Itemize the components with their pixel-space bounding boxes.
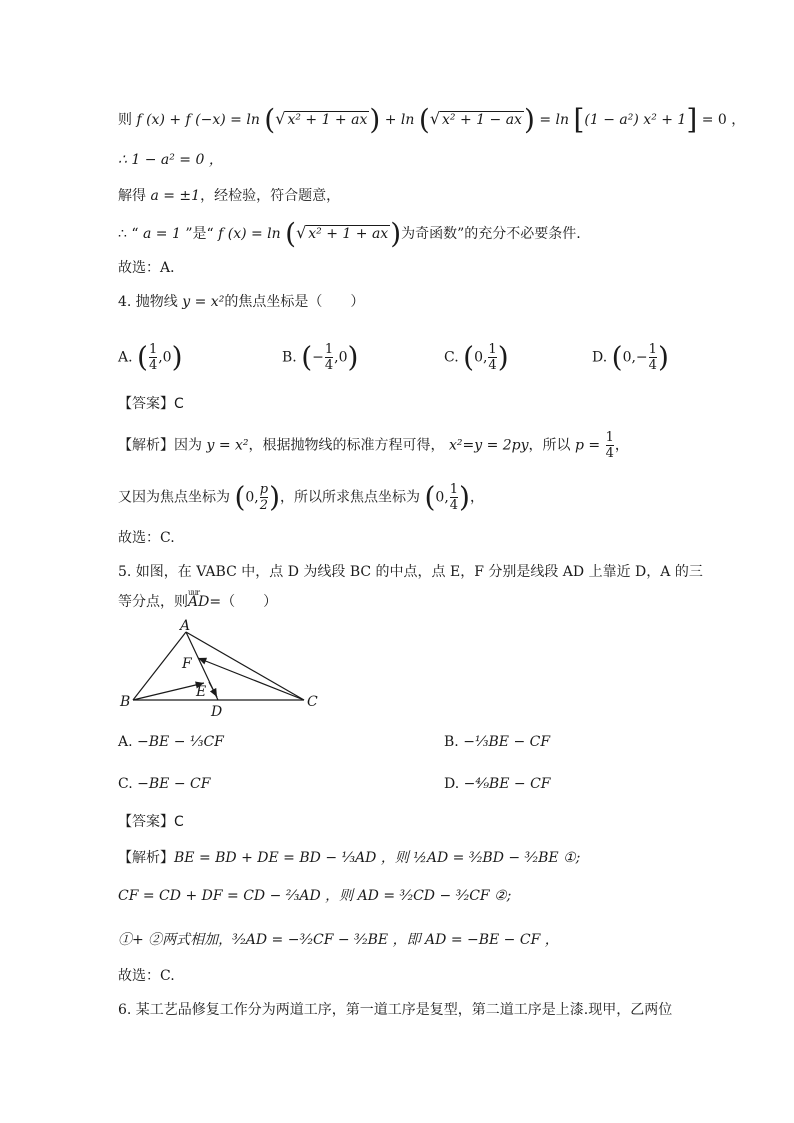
option-text: −BE − CF — [137, 776, 211, 792]
text: =（ ） — [209, 594, 278, 610]
option-label: C. — [118, 776, 133, 792]
numerator: 1 — [148, 342, 158, 357]
vector-expr: uur AD — [188, 592, 209, 612]
math-expr: a = ±1 — [150, 188, 201, 204]
numerator: 1 — [605, 430, 614, 445]
q4-option-a: A. ( $\frac{1}{4}$ ,0) — [118, 340, 183, 374]
label-e: E — [196, 684, 207, 700]
math-expr: p = — [574, 437, 601, 454]
math-expr: BE = BD + DE = BD − ⅓AD ，则 ½AD = ³⁄₂BD − ³⁄₂BE ①; — [174, 850, 581, 866]
math-expr: 0, — [474, 349, 488, 366]
math-expr: = 0 ， — [701, 112, 746, 128]
math-expr: x² + 1 + ax — [287, 112, 368, 128]
numerator: 1 — [488, 342, 497, 357]
math-expr: (1 − a²) x² + 1 — [584, 112, 687, 128]
q4-answer: 【答案】C — [118, 396, 184, 412]
text: 故选：A． — [118, 260, 185, 276]
solution-line-3 — [118, 186, 340, 206]
text: 解得 — [118, 188, 146, 204]
text: ，经检验，符合题意， — [200, 188, 341, 204]
label-b: B — [120, 694, 131, 710]
math-expr: f (x) + f (−x) = ln — [136, 112, 260, 128]
q5-option-c — [118, 774, 210, 794]
denominator: 4 — [648, 358, 657, 373]
q5-answer: 【答案】C — [118, 814, 184, 830]
q4-option-d: D. (0,− $\frac{1}{4}$ ) — [592, 340, 669, 374]
option-label: A. — [118, 349, 133, 366]
math-expr: ,0 — [158, 349, 172, 366]
analysis-label: 【解析】 — [118, 850, 174, 866]
q4-option-b: B. (− $\frac{1}{4}$ ,0) — [282, 340, 359, 374]
option-label: D. — [592, 349, 608, 366]
q4-analysis-line-1 — [118, 430, 629, 461]
analysis-label: 【解析】 — [118, 437, 174, 454]
q4-stem — [118, 292, 364, 312]
math-expr: = ln — [539, 112, 570, 128]
math-expr: + ln — [384, 112, 415, 128]
q5-analysis-line-2: CF = CD + DF = CD − ⅔AD ，则 AD = ³⁄₂CD − ³⁄₂CF ②; — [118, 888, 512, 904]
math-expr: x²=y = 2py — [448, 437, 529, 454]
option-text: −⁴⁄₉BE − CF — [463, 776, 551, 792]
math-expr: x² + 1 − ax — [442, 112, 522, 128]
text: ∴ “ — [118, 226, 139, 242]
q6-stem: 6. 某工艺品修复工作分为两道工序，第一道工序是复型，第二道工序是上漆.现甲，乙两位 — [118, 1002, 673, 1018]
math-expr: x² + 1 + ax — [308, 226, 389, 242]
label-f: F — [182, 656, 192, 672]
text: 为奇函数”的充分不必要条件. — [401, 226, 581, 242]
math-expr: ,0 — [334, 349, 348, 366]
denominator: 4 — [605, 446, 614, 461]
text: ，根据抛物线的标准方程可得， — [248, 437, 445, 454]
denominator: 4 — [488, 358, 497, 373]
solution-line-1: 则 f (x) + f (−x) = ln (√ x² + 1 + ax) + ln (√ x² + 1 − ax) = ln [(1 − a²) x² + 1] = 0 ， — [118, 103, 746, 136]
solution-line-4: ∴ “ a = 1 ”是“ f (x) = ln (√ x² + 1 + ax)为奇函数”的充分不必要条件. — [118, 217, 581, 250]
q5-option-a — [118, 732, 224, 752]
q4-option-c: C. (0, $\frac{1}{4}$ ) — [444, 340, 509, 374]
text: ”是“ — [185, 226, 214, 242]
text: ，所以所求焦点坐标为 — [280, 489, 421, 506]
denominator: 4 — [148, 358, 158, 373]
q5-stem-line-1: 5. 如图，在 VABC 中，点 D 为线段 BC 的中点，点 E，F 分别是线段 AD 上靠近 D，A 的三 — [118, 564, 703, 580]
option-text: −BE − ⅓CF — [137, 734, 224, 750]
math-expr: ∴ 1 − a² = 0 ， — [118, 152, 223, 168]
option-label: A. — [118, 734, 133, 750]
text: 等分点，则 — [118, 594, 188, 610]
q5-stem-line-2 — [118, 592, 277, 612]
solution-line-5 — [118, 258, 184, 278]
math-expr: − — [312, 349, 324, 366]
q5-option-d — [444, 774, 551, 794]
numerator: 1 — [324, 342, 334, 357]
text: ， — [469, 489, 484, 506]
option-label: B. — [444, 734, 459, 750]
text-prefix: 则 — [118, 112, 132, 128]
math-expr: a = 1 — [142, 226, 181, 242]
math-expr: 0,− — [622, 349, 648, 366]
label-c: C — [307, 694, 318, 710]
math-expr: y = x² — [182, 294, 225, 310]
option-label: B. — [282, 349, 297, 366]
q5-option-b — [444, 732, 550, 752]
denominator: 4 — [324, 358, 334, 373]
text: 因为 — [174, 437, 202, 454]
q4-analysis-line-2: 又因为焦点坐标为 (0, $\frac{p}{2}$ )，所以所求焦点坐标为 (0, $\frac{1}{4}$ )， — [118, 480, 484, 514]
question-number: 4. 抛物线 — [118, 294, 178, 310]
text: 的焦点坐标是（ ） — [224, 294, 365, 310]
triangle-figure — [116, 618, 326, 718]
option-label: D. — [444, 776, 460, 792]
numerator: 1 — [648, 342, 657, 357]
solution-line-2 — [118, 150, 223, 170]
option-label: C. — [444, 349, 459, 366]
label-d: D — [211, 704, 223, 718]
math-expr: f (x) = ln — [218, 226, 281, 242]
q4-end: 故选：C. — [118, 530, 175, 546]
math-expr: y = x² — [206, 437, 249, 454]
q5-analysis-line-1 — [118, 848, 580, 868]
label-a: A — [180, 618, 191, 634]
option-text: −⅓BE − CF — [463, 734, 551, 750]
text: 又因为焦点坐标为 — [118, 489, 230, 506]
text: ， — [614, 437, 629, 454]
q5-end: 故选：C. — [118, 968, 175, 984]
q5-analysis-line-3: ①+ ②两式相加，³⁄₂AD = −³⁄₂CF − ³⁄₂BE ，即 AD = −BE − CF ， — [118, 932, 559, 948]
text: ，所以 — [528, 437, 571, 454]
